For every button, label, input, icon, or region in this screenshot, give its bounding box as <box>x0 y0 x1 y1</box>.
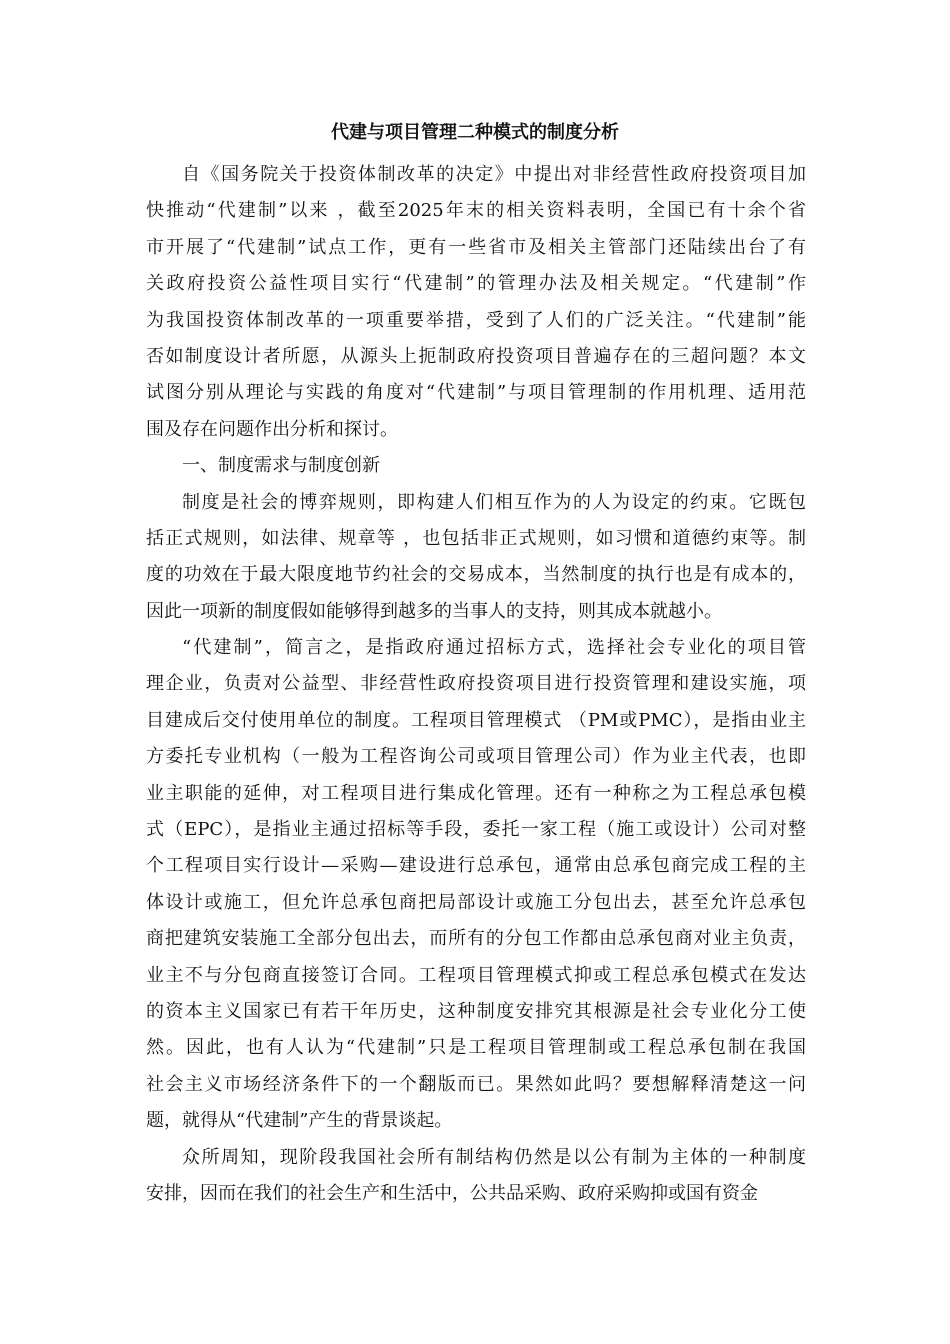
document-body <box>146 157 806 1212</box>
paragraph-line: 众所周知，现阶段我国社会所有制结构仍然是以公有制为主体的一种制度 <box>182 1146 806 1168</box>
document-title: 代建与项目管理二种模式的制度分析 <box>331 122 619 143</box>
paragraph-line: 社会主义市场经济条件下的一个翻版而已。果然如此吗？要想解释清楚这一问 <box>146 1073 806 1095</box>
paragraph-line: 自《国务院关于投资体制改革的决定》中提出对非经营性政府投资项目加 <box>182 164 806 185</box>
paragraph-line: 一、制度需求与制度创新 <box>182 455 380 477</box>
paragraph-line: 题，就得从“代建制”产生的背景谈起。 <box>146 1110 453 1132</box>
paragraph-line: 理企业，负责对公益型、非经营性政府投资项目进行投资管理和建设实施，项 <box>146 673 806 695</box>
paragraph-line: 括正式规则，如法律、规章等 ，也包括非正式规则，如习惯和道德约束等。制 <box>146 527 806 549</box>
paragraph-line: 制度是社会的博弈规则，即构建人们相互作为的人为设定的约束。它既包 <box>182 491 806 513</box>
paragraph-line: 目建成后交付使用单位的制度。工程项目管理模式 （PM或PMC），是指由业主 <box>146 709 806 731</box>
paragraph-line: 业主不与分包商直接签订合同。工程项目管理模式抑或工程总承包模式在发达 <box>146 964 806 986</box>
paragraph-line: 体设计或施工，但允许总承包商把局部设计或施工分包出去，甚至允许总承包 <box>146 891 806 913</box>
paragraph <box>146 485 806 631</box>
paragraph-line: 业主职能的延伸，对工程项目进行集成化管理。还有一种称之为工程总承包模 <box>146 782 806 804</box>
paragraph <box>146 157 806 448</box>
paragraph-line: 方委托专业机构（一般为工程咨询公司或项目管理公司）作为业主代表，也即 <box>146 746 806 768</box>
paragraph-line: 关政府投资公益性项目实行“代建制”的管理办法及相关规定。“代建制”作 <box>146 273 806 295</box>
paragraph-line: 围及存在问题作出分析和探讨。 <box>146 418 398 440</box>
paragraph-line: 安排，因而在我们的社会生产和生活中，公共品采购、政府采购抑或国有资金 <box>146 1182 758 1204</box>
paragraph-line: 式（EPC），是指业主通过招标等手段，委托一家工程（施工或设计）公司对整 <box>146 819 806 841</box>
paragraph-line: 市开展了“代建制”试点工作，更有一些省市及相关主管部门还陆续出台了有 <box>146 236 806 258</box>
paragraph-line: 否如制度设计者所愿，从源头上扼制政府投资项目普遍存在的三超问题？本文 <box>146 345 806 367</box>
paragraph-line: 因此一项新的制度假如能够得到越多的当事人的支持，则其成本就越小。 <box>146 600 722 622</box>
paragraph-line: 试图分别从理论与实践的角度对“代建制”与项目管理制的作用机理、适用范 <box>146 382 806 404</box>
paragraph <box>146 448 806 484</box>
paragraph-line: 的资本主义国家已有若干年历史，这种制度安排究其根源是社会专业化分工使 <box>146 1000 806 1022</box>
paragraph-line: 为我国投资体制改革的一项重要举措，受到了人们的广泛关注。“代建制”能 <box>146 309 806 331</box>
paragraph-line: 个工程项目实行设计—采购—建设进行总承包，通常由总承包商完成工程的主 <box>146 855 806 877</box>
paragraph-line: 快推动“代建制”以来 ，截至2025年末的相关资料表明，全国已有十余个省 <box>146 200 806 222</box>
paragraph-line: “代建制”，简言之，是指政府通过招标方式，选择社会专业化的项目管 <box>182 637 806 659</box>
paragraph <box>146 630 806 1139</box>
paragraph-line: 度的功效在于最大限度地节约社会的交易成本，当然制度的执行也是有成本的， <box>146 564 806 586</box>
paragraph <box>146 1140 806 1213</box>
paragraph-line: 然。因此，也有人认为“代建制”只是工程项目管理制或工程总承包制在我国 <box>146 1037 806 1059</box>
paragraph-line: 商把建筑安装施工全部分包出去，而所有的分包工作都由总承包商对业主负责， <box>146 928 806 950</box>
